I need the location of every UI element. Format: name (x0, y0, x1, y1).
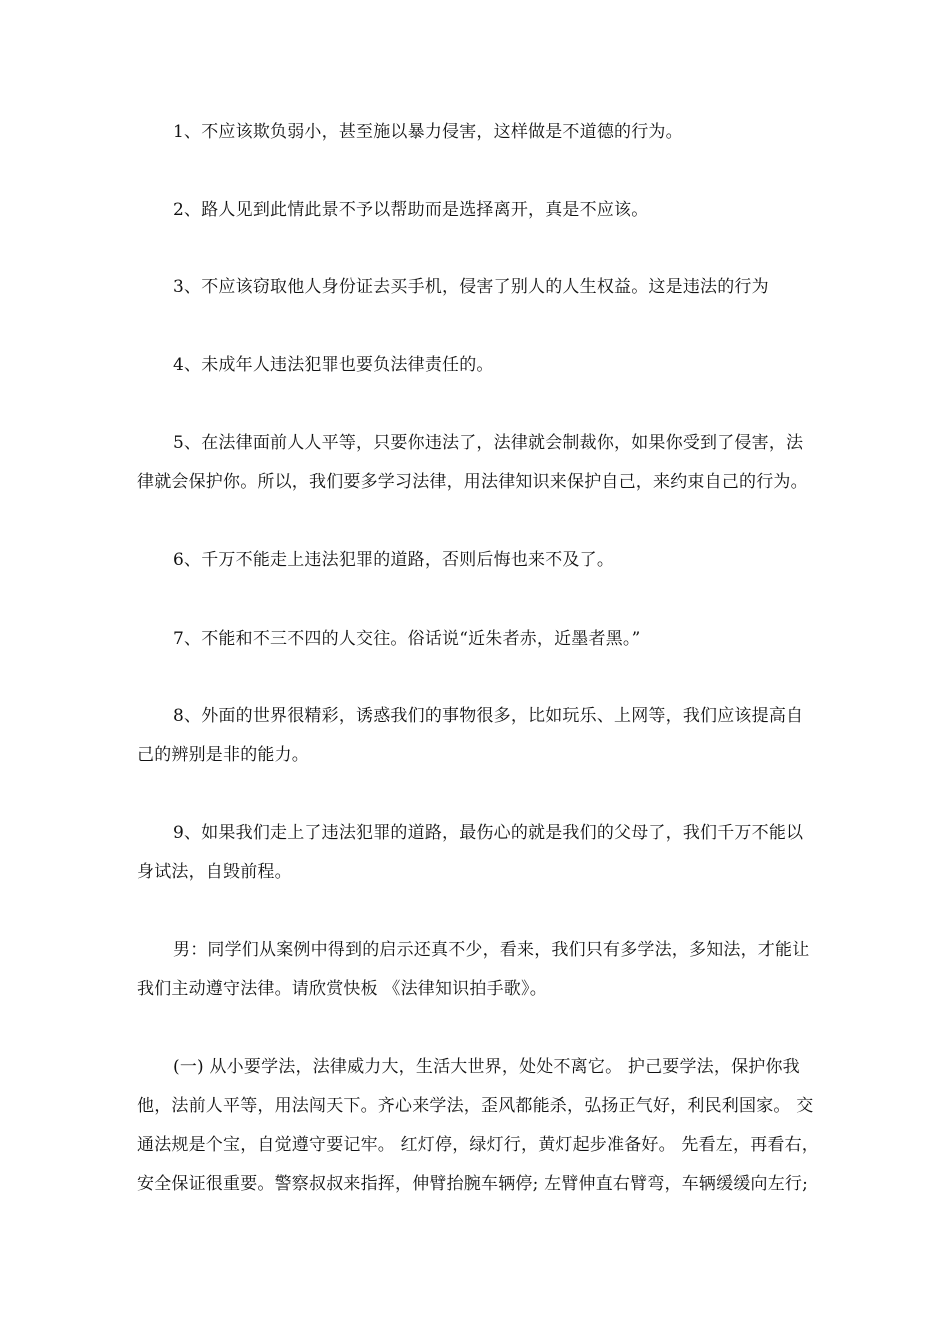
paragraph-6 (137, 541, 887, 580)
paragraph-line: 通法规是个宝，自觉遵守要记牢。 红灯停，绿灯行，黄灯起步准备好。 先看左，再看右， (137, 1135, 820, 1155)
paragraph-line: 1、不应该欺负弱小，甚至施以暴力侵害，这样做是不道德的行为。 (173, 122, 683, 142)
paragraph-song (137, 1048, 887, 1204)
paragraph-line: 己的辨别是非的能力。 (137, 745, 309, 765)
paragraph-line: 4、未成年人违法犯罪也要负法律责任的。 (173, 355, 494, 375)
paragraph-line: 2、路人见到此情此景不予以帮助而是选择离开，真是不应该。 (173, 200, 649, 220)
paragraph-line: 3、不应该窃取他人身份证去买手机，侵害了别人的人生权益。这是违法的行为 (173, 277, 769, 297)
paragraph-4 (137, 346, 887, 385)
paragraph-line: 他，法前人平等，用法闯天下。齐心来学法，歪风都能杀，弘扬正气好，利民利国家。 交 (137, 1096, 814, 1116)
paragraph-2 (137, 191, 887, 230)
paragraph-line: 5、在法律面前人人平等，只要你违法了，法律就会制裁你，如果你受到了侵害，法 (173, 433, 804, 453)
paragraph-narrator (137, 931, 887, 1009)
paragraph-line: 律就会保护你。所以，我们要多学习法律，用法律知识来保护自己，来约束自己的行为。 (137, 472, 808, 492)
paragraph-line: 我们主动遵守法律。请欣赏快板 《法律知识拍手歌》。 (137, 979, 547, 999)
paragraph-line: 8、外面的世界很精彩，诱惑我们的事物很多，比如玩乐、上网等，我们应该提高自 (173, 706, 804, 726)
paragraph-line: (一) 从小要学法，法律威力大，生活大世界，处处不离它。 护己要学法，保护你我 (173, 1057, 800, 1077)
paragraph-line: 身试法，自毁前程。 (137, 862, 292, 882)
paragraph-7 (137, 620, 887, 659)
paragraph-line: 安全保证很重要。警察叔叔来指挥，伸臂抬腕车辆停; 左臂伸直右臂弯，车辆缓缓向左行; (137, 1174, 809, 1194)
paragraph-8 (137, 697, 887, 775)
paragraph-1 (137, 113, 887, 152)
paragraph-9 (137, 814, 887, 892)
paragraph-5 (137, 424, 887, 502)
paragraph-line: 9、如果我们走上了违法犯罪的道路，最伤心的就是我们的父母了，我们千万不能以 (173, 823, 804, 843)
paragraph-line: 7、不能和不三不四的人交往。俗话说“近朱者赤，近墨者黑。” (173, 629, 641, 649)
paragraph-line: 6、千万不能走上违法犯罪的道路，否则后悔也来不及了。 (173, 550, 615, 570)
paragraph-3 (137, 268, 887, 307)
paragraph-line: 男：同学们从案例中得到的启示还真不少，看来，我们只有多学法，多知法，才能让 (173, 940, 810, 960)
